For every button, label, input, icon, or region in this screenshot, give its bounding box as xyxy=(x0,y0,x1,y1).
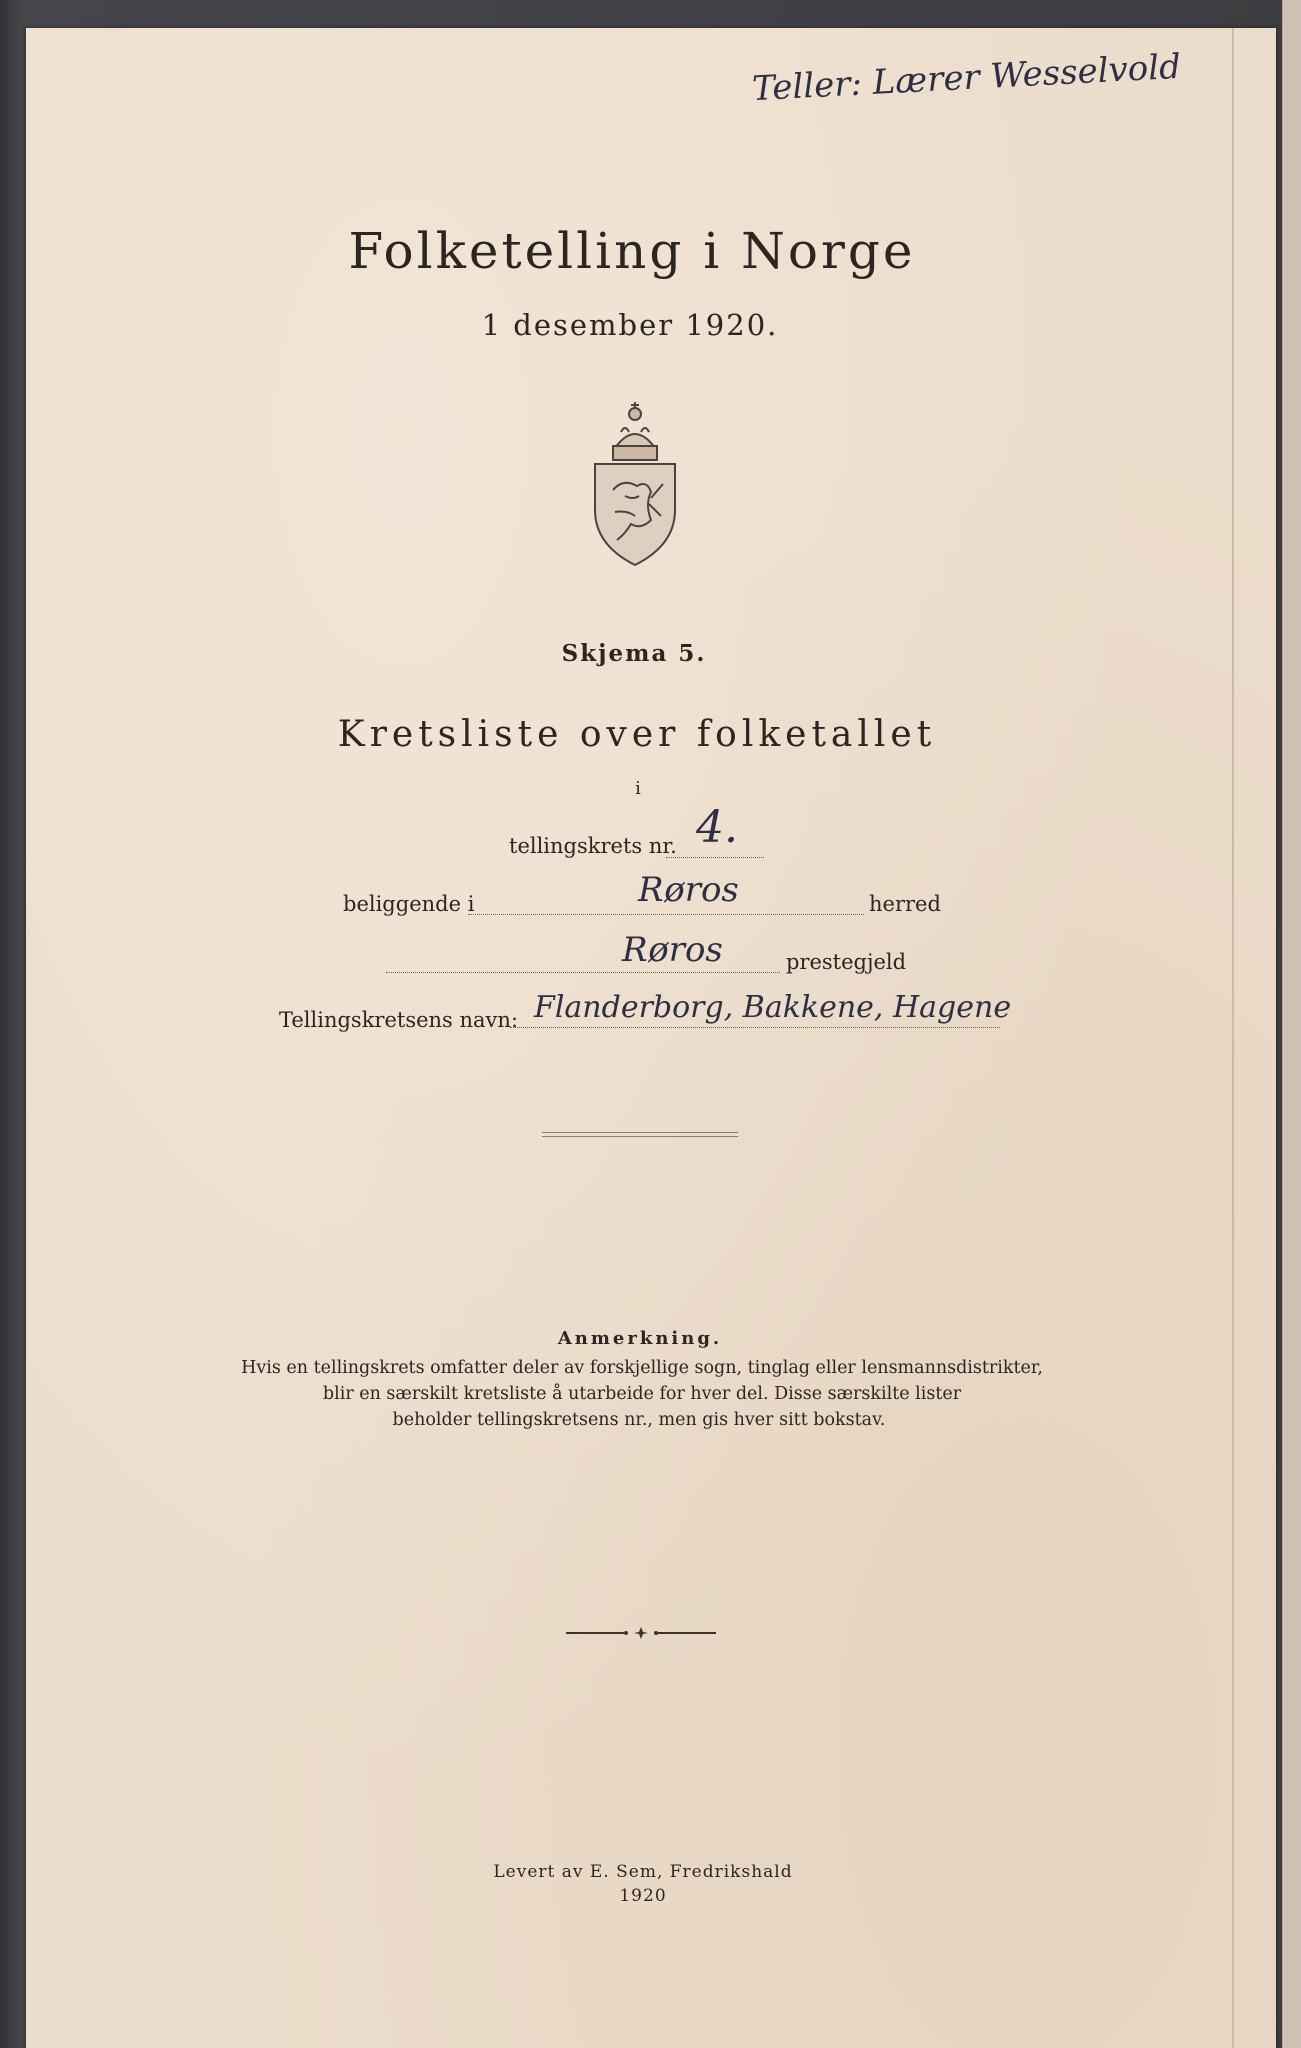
section-divider-lower xyxy=(542,1136,738,1137)
krets-number-line xyxy=(666,857,764,858)
beliggende-label: beliggende i xyxy=(343,892,475,916)
prestegjeld-label: prestegjeld xyxy=(786,950,907,974)
coat-of-arms-icon xyxy=(585,400,685,570)
printer-year: 1920 xyxy=(619,1886,667,1906)
krets-name-label: Tellingskretsens navn: xyxy=(279,1008,519,1032)
section-divider xyxy=(542,1132,738,1133)
page-title: Folketelling i Norge xyxy=(348,222,916,280)
form-heading: Kretsliste over folketallet xyxy=(337,714,937,755)
prestegjeld-value: Røros xyxy=(622,930,723,970)
note-line-1: Hvis en tellingskrets omfatter deler av forskjellige sogn, tinglag eller lensmannsdistrikter, xyxy=(241,1358,1043,1378)
beliggende-line xyxy=(468,914,864,915)
star-divider-icon xyxy=(566,1626,716,1640)
note-line-3: beholder tellingskretsens nr., men gis hver sitt bokstav. xyxy=(392,1410,886,1430)
teller-note: Teller: Lærer Wesselvold xyxy=(751,46,1182,110)
page-fold xyxy=(1232,28,1234,2048)
note-heading: Anmerkning. xyxy=(557,1328,723,1349)
census-date: 1 desember 1920. xyxy=(481,308,779,342)
krets-name-value: Flanderborg, Bakkene, Hagene xyxy=(534,990,1012,1025)
krets-number-value: 4. xyxy=(696,802,738,853)
beliggende-value: Røros xyxy=(638,870,739,910)
printer-credit: Levert av E. Sem, Fredrikshald xyxy=(493,1862,793,1882)
krets-number-label: tellingskrets nr. xyxy=(509,834,677,858)
heading-preposition: i xyxy=(635,778,641,799)
note-line-2: blir en særskilt kretsliste å utarbeide for hver del. Disse særskilte lister xyxy=(322,1384,962,1404)
herred-label: herred xyxy=(869,892,941,916)
schema-number: Skjema 5. xyxy=(561,640,707,667)
krets-name-line xyxy=(510,1027,1000,1028)
next-page-edge xyxy=(1282,0,1301,2048)
prestegjeld-line xyxy=(386,972,780,973)
